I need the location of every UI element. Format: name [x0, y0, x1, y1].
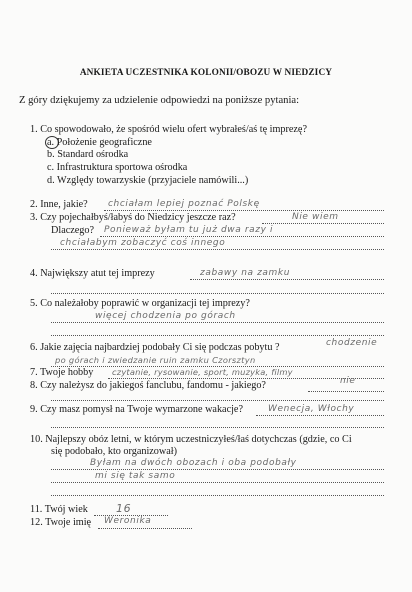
q4-answer-line-2	[51, 293, 384, 294]
q3-answer-line-2	[100, 236, 384, 237]
q8-answer-line	[308, 391, 384, 392]
q6-label: 6. Jakie zajęcia najbardziej podobały Ci się podczas pobytu ?	[30, 342, 280, 353]
q3-answer-line	[262, 223, 384, 224]
q10-label-line-1: 10. Najlepszy obóz letni, w którym uczestniczyłeś/łaś dotychczas (gdzie, co Ci	[30, 434, 352, 445]
q7-answer: czytanie, rysowanie, sport, muzyka, filmy	[112, 367, 293, 377]
q5-label: 5. Co należałoby poprawić w organizacji tej imprezy?	[30, 298, 250, 309]
q11-label: 11. Twój wiek	[30, 504, 88, 515]
q4-answer-line	[190, 279, 384, 280]
q9-answer-line	[256, 415, 384, 416]
q11-answer: 16	[116, 502, 132, 515]
q1-option-c: c. Infrastruktura sportowa ośrodka	[47, 162, 188, 173]
q8-answer: nie	[340, 376, 356, 386]
q12-answer: Weronika	[104, 516, 152, 526]
q3-answer: Nie wiem	[292, 212, 339, 222]
q10-answer-line-2	[51, 482, 384, 483]
q4-answer: zabawy na zamku	[200, 268, 291, 278]
survey-intro: Z góry dziękujemy za udzielenie odpowiedzi na poniższe pytania:	[19, 95, 300, 106]
q2-answer-line	[104, 210, 384, 211]
q10-answer-line	[51, 469, 384, 470]
q1-option-a: a. Położenie geograficzne	[47, 137, 152, 148]
q6-answer-line-2: po górach i zwiedzanie ruin zamku Czorsztyn	[55, 355, 256, 365]
q5-answer: więcej chodzenia po górach	[95, 311, 236, 321]
q1-label: 1. Co spowodowało, że spośród wielu ofert wybrałeś/aś tę imprezę?	[30, 124, 307, 135]
q10-answer-line-2-text: mi się tak samo	[95, 471, 176, 481]
q3-label: 3. Czy pojechałbyś/łabyś do Niedzicy jeszcze raz?	[30, 212, 236, 223]
q10-answer-line-1: Byłam na dwóch obozach i oba podobały	[90, 458, 297, 468]
q2-answer: chciałam lepiej poznać Polskę	[108, 199, 260, 209]
q5-answer-line	[51, 322, 384, 323]
q12-answer-line	[98, 528, 192, 529]
survey-title: ANKIETA UCZESTNIKA KOLONII/OBOZU W NIEDZICY	[79, 68, 333, 78]
q9-answer: Wenecja, Włochy	[268, 404, 355, 414]
q3-sub-label: Dlaczego?	[51, 225, 94, 236]
q9-label: 9. Czy masz pomysł na Twoje wymarzone wakacje?	[30, 404, 243, 415]
q12-label: 12. Twoje imię	[30, 517, 92, 528]
q4-label: 4. Największy atut tej imprezy	[30, 268, 155, 279]
q10-answer-line-3	[51, 495, 384, 496]
q1-option-b: b. Standard ośrodka	[47, 149, 129, 160]
q5-answer-line-2	[51, 335, 384, 336]
q10-label-line-2: się podobało, kto organizował)	[51, 446, 177, 457]
q3-answer-line-2-text: chciałabym zobaczyć coś innego	[60, 238, 226, 248]
q1-option-d: d. Względy towarzyskie (przyjaciele namówili...)	[47, 175, 249, 186]
q7-label: 7. Twoje hobby	[30, 367, 94, 378]
q8-label: 8. Czy należysz do jakiegoś fanclubu, fandomu - jakiego?	[30, 380, 266, 391]
q2-label: 2. Inne, jakie?	[30, 199, 88, 210]
q9-answer-line-2	[51, 427, 384, 428]
q3-answer-line-1: Ponieważ byłam tu już dwa razy i	[104, 225, 274, 235]
q3-answer-line-3	[51, 249, 384, 250]
q8-answer-line-2	[51, 400, 384, 401]
q6-answer-inline: chodzenie	[326, 338, 378, 348]
